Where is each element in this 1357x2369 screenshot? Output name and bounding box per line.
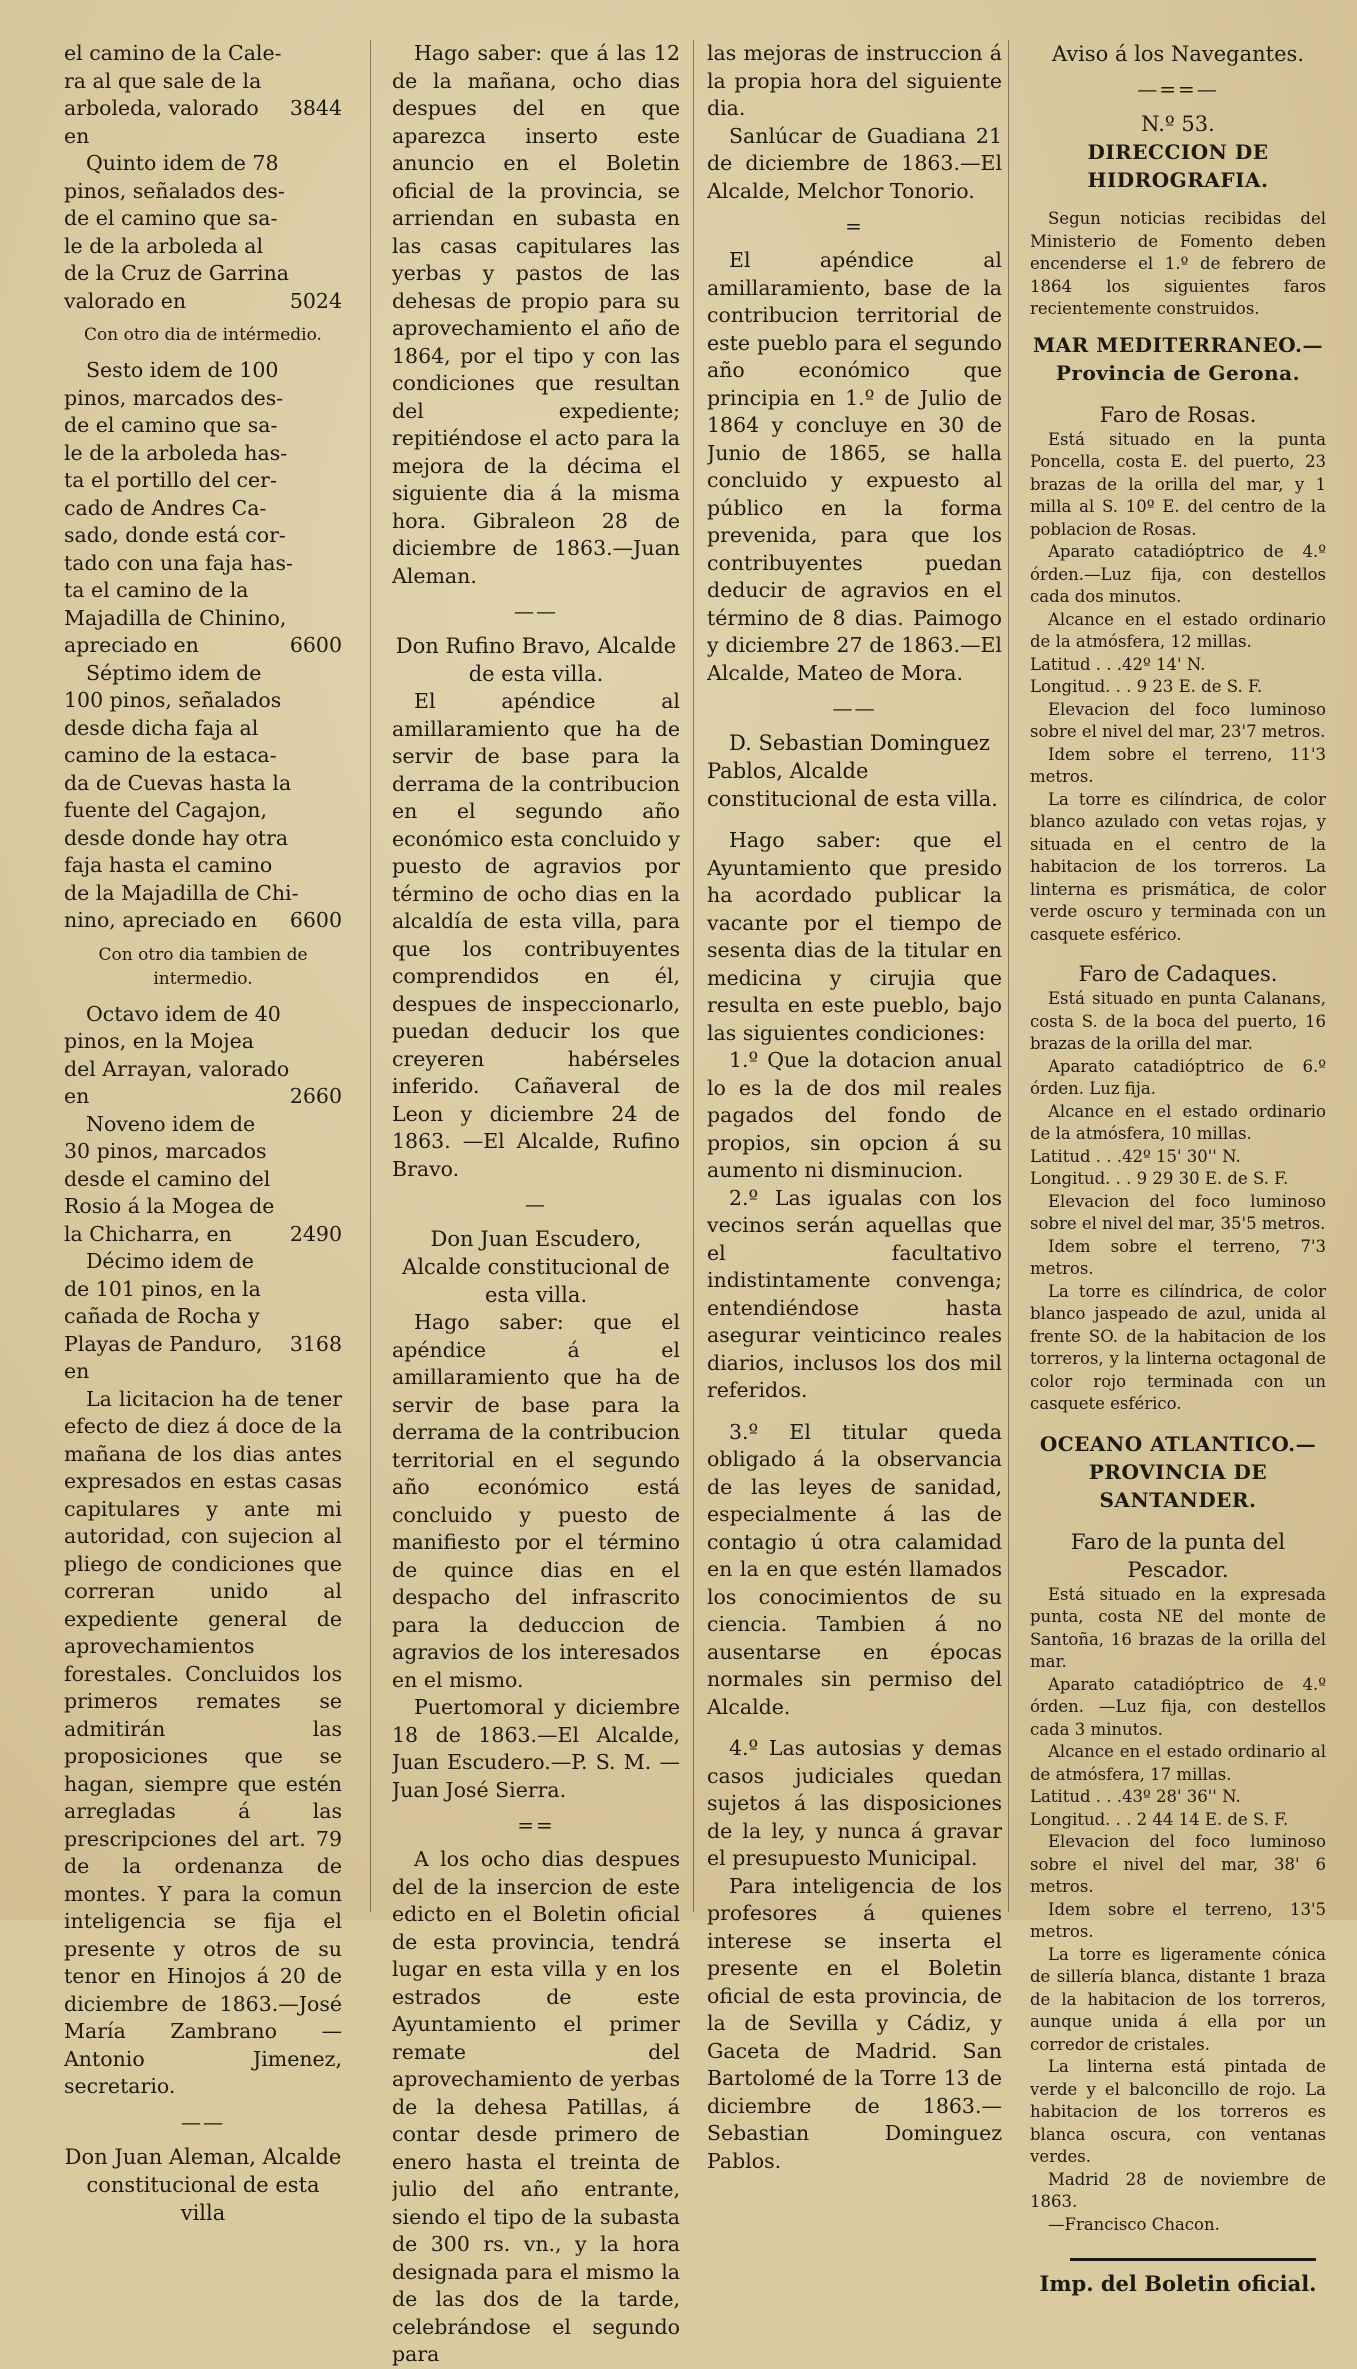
notice-body: Hago saber: que el Ayuntamiento que presido ha acordado publicar la vacante por el tiempo de sesenta dias de la titular en medicina y cirujia que resulta en este pueblo, bajo las siguientes condiciones: (707, 828, 1002, 1045)
text-line: faja hasta el camino (64, 853, 273, 877)
lighthouse-detail: Idem sobre el terreno, 11'3 metros. (1030, 744, 1326, 786)
lighthouse-detail: Alcance en el estado ordinario de la atmósfera, 12 millas. (1030, 609, 1326, 651)
lighthouse-detail: Elevacion del foco luminoso sobre el nivel del mar, 23'7 metros. (1030, 699, 1326, 741)
notice-heading: D. Sebastian Dominguez Pablos, Alcalde constitucional de esta villa. (707, 731, 998, 811)
section-separator: == (517, 1813, 555, 1837)
text-line: de la Majadilla de Chi- (64, 880, 299, 905)
column-2 (392, 40, 680, 2369)
lighthouse-detail: Alcance en el estado ordinario de la atmósfera, 10 millas. (1030, 1101, 1326, 1143)
text-line: cañada de Rocha y (64, 1304, 260, 1328)
lighthouse-detail: La linterna está pintada de verde y el balconcillo de rojo. La habitacion de los torreros es blanca oscura, con ventanas verdes. (1030, 2057, 1326, 2166)
price-value: 3168 (289, 1331, 342, 1356)
region-heading: MAR MEDITERRANEO.—Provincia de Gerona. (1033, 332, 1323, 385)
lighthouse-name: Faro de Cadaques. (1078, 962, 1278, 986)
condition-1: 1.º Que la dotacion anual lo es la de dos mil reales pagados del fondo de propios, sin opcion á su aumento ni disminucion. (707, 1048, 1002, 1182)
text-line: Noveno idem de (86, 1111, 256, 1136)
price-value: 2490 (289, 1221, 342, 1246)
lighthouse-detail: Elevacion del foco luminoso sobre el nivel del mar, 38' 6 metros. (1030, 1832, 1326, 1896)
lighthouse-name: Faro de la punta del Pescador. (1070, 1529, 1286, 1582)
lighthouse-name: Faro de Rosas. (1099, 402, 1257, 427)
line-text: la Chicharra, en (64, 1221, 232, 1246)
notice-intro: Segun noticias recibidas del Ministerio de Fomento deben encenderse el 1.º de febrero de 1864 los siguientes faros recientemente construidos. (1030, 209, 1326, 318)
lighthouse-detail: La torre es cilíndrica, de color blanco azulado con vetas rojas, y situada en el centro de la habitacion de los torreros. La linterna es prismática, de color verde oscuro y terminada con un casquete esférico. (1030, 789, 1326, 944)
text-line: camino de la estaca- (64, 743, 277, 767)
condition-3: 3.º El titular queda obligado á la observancia de las leyes de sanidad, especialmente á las de contagio ú otra calamidad en la en que estén llamados los conocimientos de su ciencia. Tambien á no ausentarse en épocas normales sin permiso del Alcalde. (707, 1419, 1002, 1719)
text-line: da de Cuevas hasta la (64, 770, 292, 795)
priced-line (64, 288, 342, 316)
line-text: apreciado en (64, 633, 199, 657)
condition-2: 2.º Las igualas con los vecinos serán aquellas que el facultativo indistintamente convenga; entendiéndose hasta asegurar veinticinco reales diarios, inclusos los dos mil referidos. (707, 1185, 1002, 1402)
intermission-note: Con otro dia tambien de intermedio. (98, 944, 308, 989)
column-4 (1030, 40, 1326, 2296)
section-separator: — (525, 1192, 547, 1216)
line-text: valorado en (64, 288, 187, 313)
text-line: Sesto idem de 100 (86, 358, 279, 382)
lighthouse-detail: Latitud . . .42º 15' 30'' N. (1030, 1146, 1241, 1166)
lighthouse-detail: Latitud . . .43º 28' 36'' N. (1030, 1787, 1241, 1806)
line-text: nino, apreciado en (64, 908, 258, 932)
notice-signature: Puertomoral y diciembre 18 de 1863.—El Alcalde, Juan Escudero.—P. S. M. —Juan José Sierra. (392, 1695, 680, 1802)
text-line: Quinto idem de 78 (86, 151, 279, 175)
text-line: de 101 pinos, en la (64, 1276, 261, 1301)
notice-heading: Don Juan Aleman, Alcalde constitucional de esta villa (64, 2144, 342, 2225)
price-value: 3844 (289, 96, 342, 120)
text-line: de el camino que sa- (64, 413, 278, 437)
notice-heading: Don Rufino Bravo, Alcalde de esta villa. (395, 634, 677, 686)
text-line: le de la arboleda al (64, 233, 264, 258)
lighthouse-detail: Aparato catadióptrico de 6.º órden. Luz fija. (1030, 1056, 1326, 1098)
lighthouse-detail: Está situado en punta Calanans, costa S. de la boca del puerto, 16 brazas de la orilla del mar. (1030, 989, 1326, 1053)
text-line: pinos, marcados des- (64, 385, 284, 410)
text-line: desde dicha faja al (64, 715, 259, 740)
imprint: Imp. del Boletin oficial. (1039, 2271, 1317, 2296)
section-separator: = (845, 214, 864, 238)
lighthouse-detail: Aparato catadióptrico de 4.º órden.—Luz fija, con destellos cada dos minutos. (1030, 542, 1326, 606)
lighthouse-detail: Alcance en el estado ordinario al de atmósfera, 17 millas. (1030, 1742, 1326, 1784)
text-line: el camino de la Cale- (64, 41, 282, 65)
lighthouse-detail: Latitud . . .42º 14' N. (1030, 654, 1206, 674)
text-line: de la Cruz de Garrina (64, 261, 290, 285)
notice-heading: Don Juan Escudero, Alcalde constitucional de esta villa. (402, 1227, 670, 1307)
lighthouse-detail: Longitud. . . 9 23 E. de S. F. (1030, 677, 1263, 696)
column-1 (64, 40, 342, 2227)
text-line: Rosio á la Mogea de (64, 1194, 275, 1218)
text-line: ra al que sale de la (64, 68, 262, 93)
text-line: Octavo idem de 40 (86, 1001, 281, 1026)
notice-body: Hago saber: que el apéndice á el amillaramiento que ha de servir de base para la derrama de la contribucion territorial en el segundo año económico está concluido y puesto de manifiesto por el término de quince dias en el despacho del infrascrito para la deduccion de agravios de los interesados en el mismo. (392, 1310, 680, 1692)
text-line: desde donde hay otra (64, 825, 289, 850)
licitacion-paragraph: La licitacion ha de tener efecto de diez á doce de la mañana de los dias antes expresados en estas casas capitulares y ante mi autoridad, con sujecion al pliego de condiciones que correran unido al expediente general de aprovechamientos forestales. Concluidos los primeros remates se admitirán las proposiciones que se hagan, siempre que estén arregladas á las prescripciones del art. 79 de la ordenanza de montes. Y para la comun inteligencia se fija el presente y otros de su tenor en Hinojos á 20 de diciembre de 1863.—José María Zambrano —Antonio Jimenez, secretario. (64, 1386, 342, 2098)
price-value: 5024 (289, 288, 342, 313)
section-separator: —— (514, 599, 558, 623)
text-line: sado, donde está cor- (64, 523, 286, 547)
text-line: ta el camino de la (64, 578, 249, 602)
price-value: 6600 (289, 908, 342, 932)
department-heading: DIRECCION DE HIDROGRAFIA. (1087, 140, 1269, 192)
priced-line (64, 95, 342, 150)
section-separator: —— (832, 696, 877, 720)
closing-rule (1070, 2258, 1316, 2261)
text-line: ta el portillo del cer- (64, 468, 277, 492)
notice-body: El apéndice al amillaramiento, base de la contribucion territorial de este pueblo para el segundo año económico que principia en 1.º de Julio de 1864 y concluye en 30 de Junio de 1865, se halla concluido y expuesto al público en la forma prevenida, para que los contribuyentes puedan deducir de agravios en el término de 8 dias. Paimogo y diciembre 27 de 1863.—El Alcalde, Mateo de Mora. (707, 248, 1002, 685)
notice-body: Hago saber: que á las 12 de la mañana, ocho dias despues del en que aparezca inserto este anuncio en el Boletin oficial de la provincia, se arriendan en subasta en las casas capitulares las yerbas y pastos de las dehesas de propio para su aprovechamiento el año de 1864, por el tipo y con las condiciones que resultan del expediente; repitiéndose el acto para la mejora de la décima el siguiente dia á la misma hora. Gibraleon 28 de diciembre de 1863.—Juan Aleman. (392, 41, 680, 588)
lighthouse-detail: Está situado en la punta Poncella, costa E. del puerto, 23 brazas de la orilla del mar, y 1 milla al S. 10º E. del centro de la poblacion de Rosas. (1030, 429, 1326, 539)
text-line: Séptimo idem de (86, 660, 262, 685)
text-line: desde el camino del (64, 1166, 271, 1191)
notice-body: El apéndice al amillaramiento que ha de servir de base para la derrama de la contribucion en el segundo año económico esta concluido y puesto de agravios por término de ocho dias en la alcaldía de esta villa, para que los contribuyentes comprendidos en él, despues de inspeccionarlo, puedan deducir los que creyeren habérseles inferido. Cañaveral de Leon y diciembre 24 de 1863. —El Alcalde, Rufino Bravo. (392, 689, 680, 1181)
signature-name: —Francisco Chacon. (1048, 2214, 1220, 2234)
lighthouse-detail: La torre es ligeramente cónica de sillería blanca, distante 1 braza de la habitacion de los torreros, aunque unida á ella por un corredor de cristales. (1030, 1944, 1326, 2054)
lighthouse-detail: Elevacion del foco luminoso sobre el nivel del mar, 35'5 metros. (1030, 1191, 1326, 1233)
column-rule (1008, 40, 1009, 1912)
notice-body: las mejoras de instruccion á la propia hora del siguiente dia. (707, 41, 1002, 120)
condition-4: 4.º Las autosias y demas casos judiciales quedan sujetos á las disposiciones de la ley, y nunca á gravar el presupuesto Municipal. (707, 1736, 1002, 1870)
section-title: Aviso á los Navegantes. (1052, 42, 1304, 66)
priced-line (64, 1083, 342, 1111)
text-line: Décimo idem de (86, 1249, 254, 1273)
section-separator: —— (181, 2109, 225, 2134)
text-line: 100 pinos, señalados (64, 688, 282, 712)
signature-place-date: Madrid 28 de noviembre de 1863. (1030, 2169, 1326, 2211)
lighthouse-detail: Aparato catadióptrico de 4.º órden. —Luz fija, con destellos cada 3 minutos. (1030, 1674, 1326, 1739)
text-line: tado con una faja has- (64, 550, 293, 575)
notice-signature: Sanlúcar de Guadiana 21 de diciembre de 1863.—El Alcalde, Melchor Tonorio. (707, 123, 1002, 203)
text-line: fuente del Cagajon, (64, 798, 268, 822)
notice-number: N.º 53. (1141, 112, 1215, 136)
line-text: en (64, 1084, 90, 1108)
text-line: de el camino que sa- (64, 206, 278, 230)
text-line: Majadilla de Chinino, (64, 605, 287, 630)
lighthouse-detail: Idem sobre el terreno, 13'5 metros. (1030, 1899, 1326, 1941)
column-rule (370, 40, 371, 1912)
section-separator: —==— (1137, 77, 1219, 101)
lighthouse-detail: Longitud. . . 9 29 30 E. de S. F. (1030, 1169, 1289, 1188)
text-line: cado de Andres Ca- (64, 495, 267, 520)
column-3 (707, 40, 1002, 2175)
price-value: 2660 (289, 1084, 342, 1108)
intermission-note: Con otro dia de intérmedio. (84, 325, 322, 345)
line-text: Playas de Panduro, en (64, 1331, 263, 1383)
text-line: 30 pinos, marcados (64, 1139, 267, 1163)
notice-body: A los ocho dias despues del de la insercion de este edicto en el Boletin oficial de esta provincia, tendrá lugar en esta villa y en los estrados de este Ayuntamiento el primer remate del aprovechamiento de yerbas de la dehesa Patillas, á contar desde primero de enero hasta el treinta de julio del año entrante, siendo el tipo de la subasta de 300 rs. vn., y la hora designada para el mismo la de las dos de la tarde, celebrándose el segundo para (392, 1847, 680, 2366)
text-line: pinos, señalados des- (64, 178, 285, 203)
column-rule (693, 40, 694, 1912)
text-line: del Arrayan, valorado (64, 1056, 290, 1081)
priced-line (64, 1331, 342, 1386)
priced-line (64, 1221, 342, 1249)
lighthouse-detail: Está situado en la expresada punta, costa NE del monte de Santoña, 16 brazas de la orilla del mar. (1030, 1584, 1326, 1671)
price-value: 6600 (289, 633, 342, 657)
text-line: pinos, en la Mojea (64, 1029, 254, 1053)
lighthouse-detail: Longitud. . . 2 44 14 E. de S. F. (1030, 1809, 1289, 1829)
notice-closing: Para inteligencia de los profesores á quienes interese se inserta el presente en el Boletin oficial de esta provincia, de la de Sevilla y Cádiz, y Gaceta de Madrid. San Bartolomé de la Torre 13 de diciembre de 1863.—Sebastian Dominguez Pablos. (707, 1873, 1002, 2173)
priced-line (64, 632, 342, 660)
region-heading: OCEANO ATLANTICO.—PROVINCIA DE SANTANDER. (1039, 1431, 1317, 1512)
priced-line (64, 907, 342, 935)
lighthouse-detail: La torre es cilíndrica, de color blanco jaspeado de azul, unida al frente SO. de la habitacion de los torreros, y la linterna octagonal de color rojo terminada con un casquete esférico. (1030, 1281, 1326, 1413)
text-line: le de la arboleda has- (64, 440, 288, 465)
lighthouse-detail: Idem sobre el terreno, 7'3 metros. (1030, 1236, 1326, 1278)
line-text: arboleda, valorado en (64, 96, 259, 148)
